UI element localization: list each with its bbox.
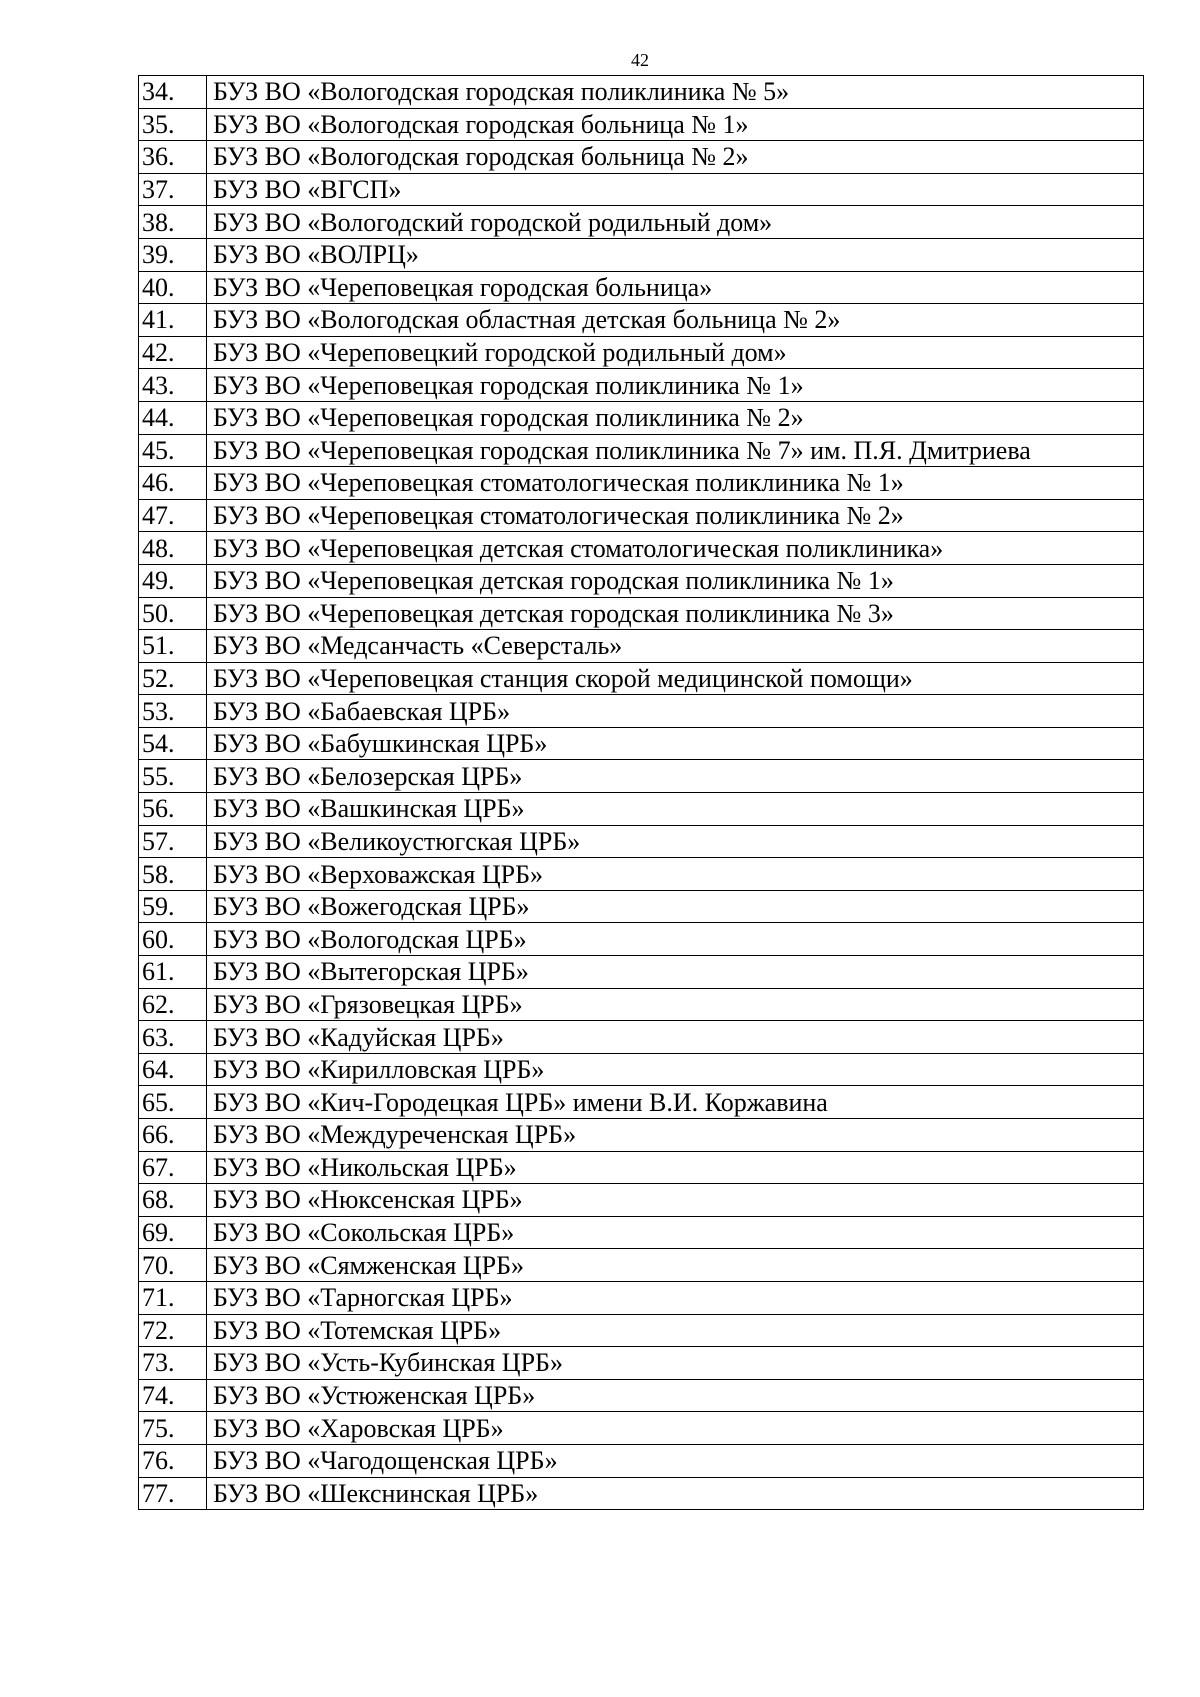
row-number: 67. [139,1151,207,1184]
page-number: 42 [631,50,649,70]
institution-name: БУЗ ВО «Никольская ЦРБ» [207,1151,1144,1184]
table-row [139,1347,1144,1380]
table-row [139,173,1144,206]
institution-name: БУЗ ВО «Кадуйская ЦРБ» [207,1021,1144,1054]
table-row [139,1412,1144,1445]
table-row [139,662,1144,695]
institution-name: БУЗ ВО «ВГСП» [207,173,1144,206]
institution-name: БУЗ ВО «ВОЛРЦ» [207,238,1144,271]
institution-name: БУЗ ВО «Вологодская городская больница № 2» [207,141,1144,174]
row-number: 39. [139,238,207,271]
row-number: 47. [139,499,207,532]
table-row [139,467,1144,500]
row-number: 36. [139,141,207,174]
table-row [139,304,1144,337]
row-number: 46. [139,467,207,500]
row-number: 34. [139,76,207,109]
institutions-table-body [139,76,1144,1510]
table-row [139,890,1144,923]
institution-name: БУЗ ВО «Кич-Городецкая ЦРБ» имени В.И. Коржавина [207,1086,1144,1119]
institution-name: БУЗ ВО «Чагодощенская ЦРБ» [207,1444,1144,1477]
institution-name: БУЗ ВО «Череповецкая городская поликлиника № 7» им. П.Я. Дмитриева [207,434,1144,467]
row-number: 44. [139,401,207,434]
institutions-table [138,75,1144,1510]
institution-name: БУЗ ВО «Сокольская ЦРБ» [207,1216,1144,1249]
row-number: 68. [139,1184,207,1217]
table-row [139,271,1144,304]
table-row [139,532,1144,565]
row-number: 52. [139,662,207,695]
institution-name: БУЗ ВО «Череповецкая стоматологическая поликлиника № 1» [207,467,1144,500]
institution-name: БУЗ ВО «Грязовецкая ЦРБ» [207,988,1144,1021]
row-number: 65. [139,1086,207,1119]
row-number: 76. [139,1444,207,1477]
row-number: 45. [139,434,207,467]
row-number: 49. [139,564,207,597]
institution-name: БУЗ ВО «Череповецкая детская городская поликлиника № 1» [207,564,1144,597]
row-number: 63. [139,1021,207,1054]
institution-name: БУЗ ВО «Вологодский городской родильный дом» [207,206,1144,239]
row-number: 74. [139,1379,207,1412]
institution-name: БУЗ ВО «Череповецкая станция скорой медицинской помощи» [207,662,1144,695]
institution-name: БУЗ ВО «Вытегорская ЦРБ» [207,956,1144,989]
table-row [139,1379,1144,1412]
institution-name: БУЗ ВО «Кирилловская ЦРБ» [207,1053,1144,1086]
table-row [139,1053,1144,1086]
row-number: 72. [139,1314,207,1347]
institution-name: БУЗ ВО «Вологодская городская поликлиника № 5» [207,76,1144,109]
row-number: 57. [139,825,207,858]
institution-name: БУЗ ВО «Верховажская ЦРБ» [207,858,1144,891]
row-number: 35. [139,108,207,141]
table-row [139,1281,1144,1314]
row-number: 56. [139,793,207,826]
row-number: 70. [139,1249,207,1282]
institution-name: БУЗ ВО «Бабушкинская ЦРБ» [207,727,1144,760]
institution-name: БУЗ ВО «Шекснинская ЦРБ» [207,1477,1144,1510]
table-row [139,727,1144,760]
table-row [139,825,1144,858]
table-row [139,564,1144,597]
row-number: 58. [139,858,207,891]
institution-name: БУЗ ВО «Харовская ЦРБ» [207,1412,1144,1445]
institution-name: БУЗ ВО «Медсанчасть «Северсталь» [207,630,1144,663]
institution-name: БУЗ ВО «Череповецкая стоматологическая поликлиника № 2» [207,499,1144,532]
institution-name: БУЗ ВО «Тотемская ЦРБ» [207,1314,1144,1347]
row-number: 42. [139,336,207,369]
institution-name: БУЗ ВО «Вологодская ЦРБ» [207,923,1144,956]
table-row [139,108,1144,141]
table-row [139,1184,1144,1217]
institution-name: БУЗ ВО «Бабаевская ЦРБ» [207,695,1144,728]
table-row [139,760,1144,793]
row-number: 62. [139,988,207,1021]
row-number: 59. [139,890,207,923]
institution-name: БУЗ ВО «Череповецкая детская стоматологическая поликлиника» [207,532,1144,565]
table-row [139,923,1144,956]
table-row [139,858,1144,891]
institution-name: БУЗ ВО «Великоустюгская ЦРБ» [207,825,1144,858]
row-number: 69. [139,1216,207,1249]
table-row [139,988,1144,1021]
table-row [139,1151,1144,1184]
row-number: 51. [139,630,207,663]
table-row [139,1477,1144,1510]
table-row [139,956,1144,989]
table-row [139,499,1144,532]
row-number: 40. [139,271,207,304]
row-number: 75. [139,1412,207,1445]
table-row [139,597,1144,630]
row-number: 48. [139,532,207,565]
row-number: 71. [139,1281,207,1314]
table-row [139,1444,1144,1477]
row-number: 55. [139,760,207,793]
table-row [139,630,1144,663]
institution-name: БУЗ ВО «Вологодская городская больница № 1» [207,108,1144,141]
table-row [139,336,1144,369]
row-number: 60. [139,923,207,956]
table-row [139,1119,1144,1152]
table-row [139,1086,1144,1119]
institution-name: БУЗ ВО «Устюженская ЦРБ» [207,1379,1144,1412]
row-number: 77. [139,1477,207,1510]
row-number: 54. [139,727,207,760]
table-row [139,238,1144,271]
table-row [139,76,1144,109]
institution-name: БУЗ ВО «Череповецкая городская поликлиника № 2» [207,401,1144,434]
table-row [139,1249,1144,1282]
institution-name: БУЗ ВО «Вашкинская ЦРБ» [207,793,1144,826]
institution-name: БУЗ ВО «Череповецкий городской родильный дом» [207,336,1144,369]
table-row [139,434,1144,467]
row-number: 61. [139,956,207,989]
table-row [139,401,1144,434]
institution-name: БУЗ ВО «Усть-Кубинская ЦРБ» [207,1347,1144,1380]
institution-name: БУЗ ВО «Вожегодская ЦРБ» [207,890,1144,923]
row-number: 53. [139,695,207,728]
institution-name: БУЗ ВО «Нюксенская ЦРБ» [207,1184,1144,1217]
table-row [139,141,1144,174]
row-number: 50. [139,597,207,630]
table-row [139,1021,1144,1054]
row-number: 73. [139,1347,207,1380]
institution-name: БУЗ ВО «Вологодская областная детская больница № 2» [207,304,1144,337]
institution-name: БУЗ ВО «Череповецкая детская городская поликлиника № 3» [207,597,1144,630]
row-number: 37. [139,173,207,206]
table-row [139,1314,1144,1347]
institution-name: БУЗ ВО «Белозерская ЦРБ» [207,760,1144,793]
row-number: 41. [139,304,207,337]
table-row [139,793,1144,826]
row-number: 38. [139,206,207,239]
table-row [139,1216,1144,1249]
institution-name: БУЗ ВО «Междуреченская ЦРБ» [207,1119,1144,1152]
institution-name: БУЗ ВО «Череповецкая городская больница» [207,271,1144,304]
table-row [139,206,1144,239]
row-number: 66. [139,1119,207,1152]
institution-name: БУЗ ВО «Тарногская ЦРБ» [207,1281,1144,1314]
row-number: 64. [139,1053,207,1086]
table-row [139,369,1144,402]
institution-name: БУЗ ВО «Череповецкая городская поликлиника № 1» [207,369,1144,402]
row-number: 43. [139,369,207,402]
institution-name: БУЗ ВО «Сямженская ЦРБ» [207,1249,1144,1282]
table-row [139,695,1144,728]
